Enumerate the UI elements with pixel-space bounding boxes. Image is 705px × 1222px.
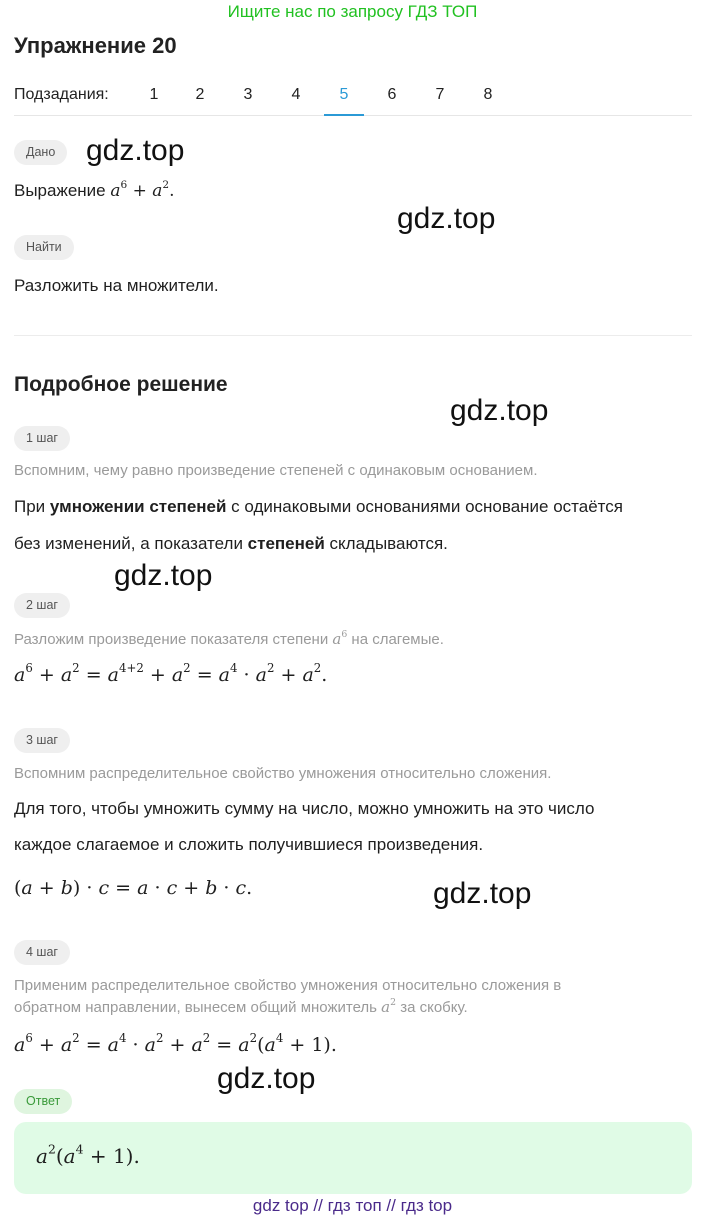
step-1-line-2: без изменений, а показатели степеней складываются. [14,534,448,553]
subtask-tab-8[interactable]: 8 [483,86,493,103]
watermark: gdz.top [450,394,549,427]
subtask-tab-4[interactable]: 4 [291,86,301,103]
solution-title: Подробное решение [14,373,228,396]
step-1-hint: Вспомним, чему равно произведение степеней с одинаковым основанием. [14,462,538,479]
step-1-line-1: При умножении степеней с одинаковыми основаниями основание остаётся [14,497,623,516]
subtask-tab-6[interactable]: 6 [387,86,397,103]
subtask-tab-5[interactable]: 5 [324,76,364,116]
answer-chip: Ответ [14,1089,72,1114]
step-1-chip: 1 шаг [14,426,70,451]
watermark: gdz.top [86,134,185,167]
step-4-formula: $a^6 + a^2 = a^4 \cdot a^2 + a^2 = a^2(a^4 + 1)$. [14,1031,337,1056]
step-3-line-2: каждое слагаемое и сложить получившиеся произведения. [14,835,484,854]
footer-links: gdz top // гдз топ // гдз top [252,1196,453,1215]
subtask-tab-7[interactable]: 7 [435,86,445,103]
step-3-formula: (a + b) · c = a · c + b · c. [14,877,253,899]
subtask-tab-3[interactable]: 3 [243,86,253,103]
given-text [14,181,175,201]
answer-formula: $a^2(a^4 + 1)$. [36,1141,140,1168]
step-4-hint-line-1: Применим распределительное свойство умножения относительно сложения в [14,977,562,994]
step-4-chip: 4 шаг [14,940,70,965]
section-divider [14,335,692,336]
given-chip: Дано [14,140,67,165]
step-4-hint-line-2: обратном направлении, вынесем общий множитель $a^2$ за скобку. [14,997,468,1016]
subtask-tab-1[interactable]: 1 [149,86,159,103]
top-banner: Ищите нас по запросу ГДЗ ТОП [227,2,478,21]
find-text: Разложить на множители. [14,276,219,295]
step-3-hint: Вспомним распределительное свойство умножения относительно сложения. [14,765,552,782]
step-2-chip: 2 шаг [14,593,70,618]
step-2-formula: $a^6 + a^2 = a^{4+2} + a^2 = a^4 \cdot a^2 + a^2$. [14,661,328,686]
subtasks-nav [14,76,692,116]
answer-box [14,1122,692,1194]
step-3-line-1: Для того, чтобы умножить сумму на число, можно умножить на это число [14,799,595,818]
watermark: gdz.top [433,877,532,910]
subtask-tab-2[interactable]: 2 [195,86,205,103]
given-expression: $a^6 + a^2$. [110,179,175,201]
watermark: gdz.top [397,202,496,235]
watermark: gdz.top [217,1062,316,1095]
step-3-chip: 3 шаг [14,728,70,753]
watermark: gdz.top [114,559,213,592]
step-2-hint: Разложим произведение показателя степени $a^6$ на слагемые. [14,629,444,648]
find-chip: Найти [14,235,74,260]
page-title: Упражнение 20 [14,33,177,58]
given-prefix: Выражение [14,181,106,200]
subtasks-label: Подзадания: [14,86,109,103]
